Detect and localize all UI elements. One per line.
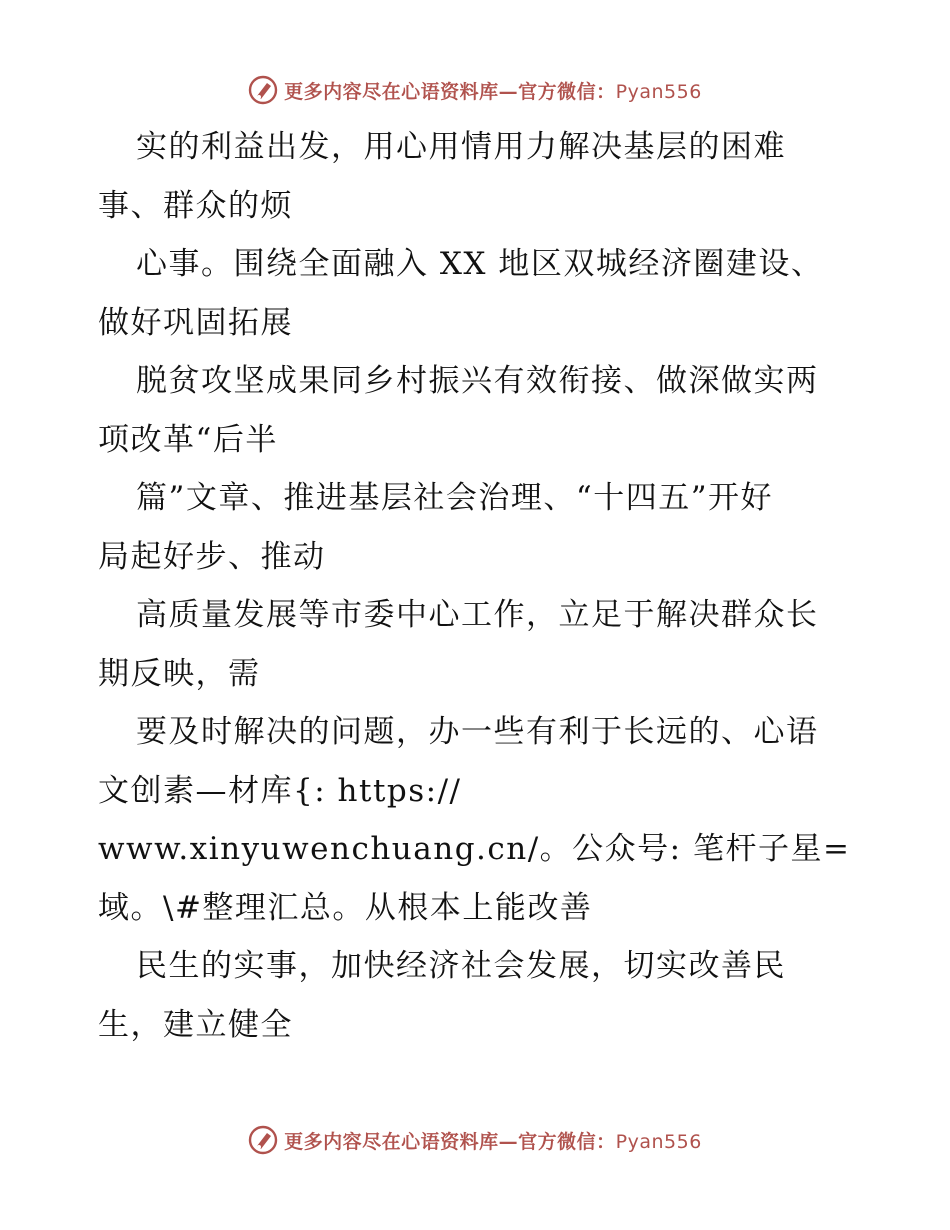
- text-line: 事、群众的烦: [98, 187, 293, 224]
- text-line: 高质量发展等市委中心工作，立足于解决群众长: [136, 597, 819, 633]
- text-line: 实的利益出发，用心用情用力解决基层的困难: [136, 129, 786, 165]
- header-banner-handle: Pyan556: [615, 80, 702, 103]
- text-line: 项改革“后半: [98, 421, 278, 458]
- text-line: 脱贫攻坚成果同乡村振兴有效衔接、做深做实两: [136, 363, 819, 399]
- footer-banner-handle: Pyan556: [615, 1130, 702, 1153]
- text-line: 生，建立健全: [98, 1006, 293, 1043]
- header-banner-text: 更多内容尽在心语资料库—官方微信：Pyan556: [284, 80, 702, 103]
- text-line: 心事。围绕全面融入 XX 地区双城经济圈建设、: [136, 246, 824, 282]
- text-line: 局起好步、推动: [98, 538, 326, 575]
- text-line: 民生的实事，加快经济社会发展，切实改善民: [136, 948, 786, 984]
- text-line: 文创素—材库{: https://: [98, 772, 462, 809]
- pen-nib-icon: [248, 75, 278, 105]
- text-line: www.xinyuwenchuang.cn/。公众号: 笔杆子星=: [98, 831, 851, 867]
- header-banner: [0, 70, 950, 110]
- text-line: 做好巩固拓展: [98, 304, 293, 341]
- text-line: 要及时解决的问题，办一些有利于长远的、心语: [136, 714, 819, 750]
- text-line: 期反映，需: [98, 655, 261, 692]
- document-body: [98, 118, 858, 1054]
- text-line: 域。\#整理汇总。从根本上能改善: [98, 889, 593, 926]
- footer-banner: [0, 1120, 950, 1160]
- footer-banner-text: 更多内容尽在心语资料库—官方微信：Pyan556: [284, 1130, 702, 1153]
- text-line: 篇”文章、推进基层社会治理、“十四五”开好: [136, 480, 774, 516]
- pen-nib-icon: [248, 1125, 278, 1155]
